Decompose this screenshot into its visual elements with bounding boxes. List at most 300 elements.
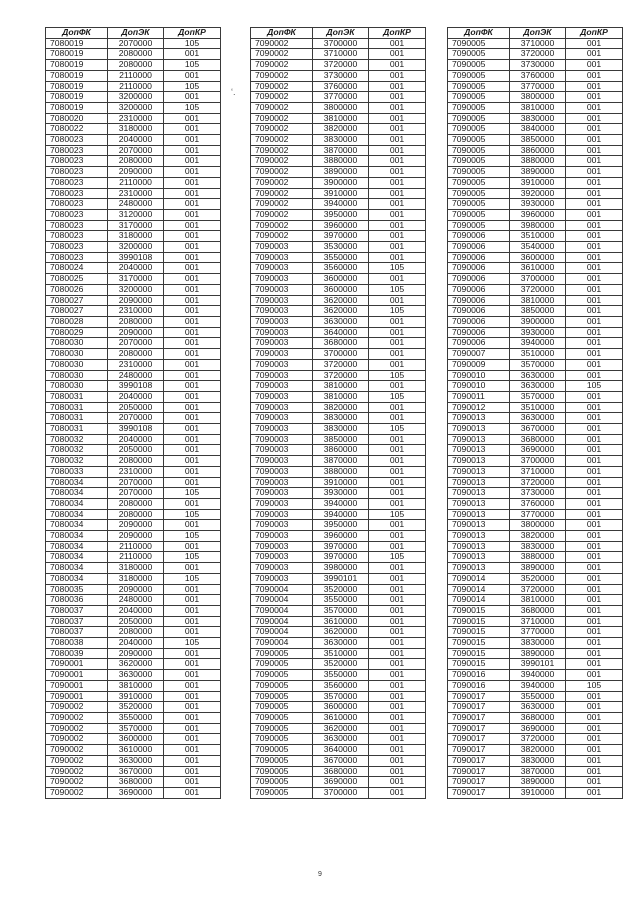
cell-dopfk: 7090006	[448, 231, 510, 242]
cell-dopfk: 7090010	[448, 370, 510, 381]
cell-dopek: 3610000	[108, 745, 164, 756]
cell-dopkr: 001	[566, 38, 623, 49]
cell-dopfk: 7090006	[448, 338, 510, 349]
cell-dopfk: 7090013	[448, 466, 510, 477]
cell-dopkr: 001	[164, 295, 221, 306]
cell-dopek: 2040000	[108, 135, 164, 146]
cell-dopfk: 7090005	[448, 124, 510, 135]
table-row	[46, 466, 221, 477]
cell-dopkr: 001	[164, 167, 221, 178]
cell-dopfk: 7080027	[46, 295, 108, 306]
table-row	[46, 327, 221, 338]
cell-dopek: 3600000	[313, 274, 369, 285]
table-row	[251, 60, 426, 71]
cell-dopek: 3520000	[108, 702, 164, 713]
cell-dopkr: 001	[566, 92, 623, 103]
table-row	[448, 220, 623, 231]
cell-dopek: 3200000	[108, 102, 164, 113]
table-row	[46, 691, 221, 702]
cell-dopek: 3870000	[510, 766, 566, 777]
table-row	[448, 145, 623, 156]
cell-dopfk: 7090005	[448, 92, 510, 103]
cell-dopek: 3960000	[313, 220, 369, 231]
cell-dopkr: 001	[566, 541, 623, 552]
cell-dopkr: 105	[369, 370, 426, 381]
cell-dopek: 2110000	[108, 552, 164, 563]
cell-dopfk: 7090005	[251, 670, 313, 681]
cell-dopek: 2070000	[108, 413, 164, 424]
cell-dopfk: 7090003	[251, 413, 313, 424]
cell-dopkr: 001	[369, 680, 426, 691]
cell-dopkr: 001	[369, 477, 426, 488]
cell-dopfk: 7090002	[251, 188, 313, 199]
cell-dopfk: 7090017	[448, 777, 510, 788]
cell-dopek: 3180000	[108, 573, 164, 584]
cell-dopek: 2040000	[108, 434, 164, 445]
cell-dopek: 3620000	[313, 295, 369, 306]
cell-dopkr: 105	[164, 638, 221, 649]
cell-dopek: 3880000	[510, 156, 566, 167]
cell-dopkr: 001	[369, 359, 426, 370]
table-row	[251, 81, 426, 92]
cell-dopkr: 001	[164, 659, 221, 670]
table-row	[46, 702, 221, 713]
cell-dopek: 2080000	[108, 316, 164, 327]
cell-dopfk: 7090015	[448, 638, 510, 649]
cell-dopkr: 001	[164, 445, 221, 456]
cell-dopek: 3720000	[313, 359, 369, 370]
cell-dopkr: 001	[369, 124, 426, 135]
cell-dopfk: 7090005	[251, 659, 313, 670]
cell-dopek: 2070000	[108, 145, 164, 156]
cell-dopek: 3890000	[510, 563, 566, 574]
cell-dopfk: 7080031	[46, 402, 108, 413]
cell-dopfk: 7090013	[448, 552, 510, 563]
cell-dopkr: 001	[164, 231, 221, 242]
cell-dopkr: 001	[566, 145, 623, 156]
cell-dopek: 3200000	[108, 242, 164, 253]
cell-dopkr: 001	[566, 670, 623, 681]
table-row	[46, 177, 221, 188]
table-row	[251, 520, 426, 531]
table-row	[46, 723, 221, 734]
cell-dopfk: 7090003	[251, 284, 313, 295]
cell-dopkr: 001	[566, 402, 623, 413]
cell-dopek: 3810000	[313, 113, 369, 124]
cell-dopfk: 7090013	[448, 434, 510, 445]
cell-dopek: 3630000	[313, 316, 369, 327]
cell-dopfk: 7080034	[46, 488, 108, 499]
table-row	[448, 60, 623, 71]
cell-dopkr: 105	[369, 509, 426, 520]
cell-dopfk: 7080030	[46, 359, 108, 370]
cell-dopek: 3810000	[313, 381, 369, 392]
table-row	[448, 274, 623, 285]
cell-dopek: 3810000	[313, 391, 369, 402]
cell-dopkr: 001	[164, 680, 221, 691]
table-row	[46, 745, 221, 756]
cell-dopkr: 001	[566, 477, 623, 488]
cell-dopek: 3640000	[313, 327, 369, 338]
cell-dopkr: 001	[566, 209, 623, 220]
table-row	[251, 167, 426, 178]
table-row	[448, 167, 623, 178]
table-row	[46, 509, 221, 520]
cell-dopfk: 7090001	[46, 670, 108, 681]
cell-dopek: 3890000	[510, 167, 566, 178]
cell-dopfk: 7080032	[46, 434, 108, 445]
cell-dopfk: 7090002	[46, 766, 108, 777]
table-row	[46, 102, 221, 113]
cell-dopkr: 001	[369, 167, 426, 178]
cell-dopkr: 001	[566, 135, 623, 146]
table-row	[251, 338, 426, 349]
cell-dopkr: 001	[566, 242, 623, 253]
cell-dopek: 3630000	[108, 755, 164, 766]
cell-dopkr: 001	[369, 691, 426, 702]
cell-dopek: 2310000	[108, 306, 164, 317]
cell-dopfk: 7090005	[251, 755, 313, 766]
cell-dopek: 3600000	[313, 284, 369, 295]
cell-dopek: 3700000	[313, 38, 369, 49]
cell-dopfk: 7090005	[448, 113, 510, 124]
table-row	[46, 381, 221, 392]
table-row	[46, 199, 221, 210]
cell-dopkr: 001	[369, 670, 426, 681]
cell-dopek: 3700000	[510, 274, 566, 285]
cell-dopkr: 001	[566, 188, 623, 199]
cell-dopfk: 7080033	[46, 466, 108, 477]
cell-dopkr: 001	[369, 113, 426, 124]
table-row	[448, 263, 623, 274]
cell-dopek: 3700000	[510, 456, 566, 467]
table-row	[46, 167, 221, 178]
cell-dopfk: 7090005	[448, 102, 510, 113]
cell-dopkr: 001	[369, 766, 426, 777]
cell-dopkr: 105	[164, 38, 221, 49]
cell-dopkr: 001	[164, 135, 221, 146]
cell-dopkr: 001	[369, 209, 426, 220]
cell-dopfk: 7090005	[448, 199, 510, 210]
cell-dopfk: 7090003	[251, 263, 313, 274]
cell-dopek: 3820000	[510, 531, 566, 542]
header-dopkr: ДопКР	[369, 28, 426, 39]
cell-dopfk: 7090013	[448, 456, 510, 467]
header-dopfk: ДопФК	[251, 28, 313, 39]
table-row	[251, 295, 426, 306]
cell-dopfk: 7090017	[448, 787, 510, 798]
cell-dopkr: 001	[369, 327, 426, 338]
table-row	[46, 680, 221, 691]
cell-dopek: 3180000	[108, 563, 164, 574]
cell-dopek: 3940000	[510, 680, 566, 691]
table-row	[46, 60, 221, 71]
cell-dopek: 2090000	[108, 295, 164, 306]
cell-dopkr: 001	[566, 734, 623, 745]
cell-dopek: 3770000	[510, 509, 566, 520]
cell-dopfk: 7090003	[251, 359, 313, 370]
cell-dopfk: 7090004	[251, 627, 313, 638]
table-row	[448, 359, 623, 370]
cell-dopek: 3680000	[510, 434, 566, 445]
table-row	[251, 702, 426, 713]
cell-dopfk: 7090006	[448, 284, 510, 295]
cell-dopfk: 7090013	[448, 541, 510, 552]
table-row	[251, 584, 426, 595]
table-row	[251, 723, 426, 734]
cell-dopfk: 7090006	[448, 252, 510, 263]
table-row	[251, 477, 426, 488]
cell-dopfk: 7090003	[251, 456, 313, 467]
table-row	[448, 327, 623, 338]
table-row	[251, 156, 426, 167]
cell-dopek: 3820000	[510, 745, 566, 756]
cell-dopfk: 7090002	[251, 60, 313, 71]
cell-dopek: 3940000	[313, 498, 369, 509]
table-row	[448, 391, 623, 402]
cell-dopkr: 001	[369, 349, 426, 360]
cell-dopfk: 7090002	[46, 777, 108, 788]
cell-dopek: 2090000	[108, 520, 164, 531]
table-row	[251, 177, 426, 188]
cell-dopek: 3620000	[108, 659, 164, 670]
table-row	[251, 434, 426, 445]
cell-dopfk: 7080023	[46, 231, 108, 242]
table-row	[251, 638, 426, 649]
cell-dopfk: 7080023	[46, 242, 108, 253]
cell-dopkr: 001	[164, 605, 221, 616]
cell-dopfk: 7080034	[46, 498, 108, 509]
table-row	[448, 552, 623, 563]
table-row	[46, 135, 221, 146]
cell-dopek: 3810000	[510, 102, 566, 113]
cell-dopkr: 105	[164, 552, 221, 563]
cell-dopkr: 001	[369, 102, 426, 113]
cell-dopfk: 7090001	[46, 680, 108, 691]
cell-dopfk: 7090005	[448, 81, 510, 92]
cell-dopkr: 001	[164, 702, 221, 713]
cell-dopkr: 001	[566, 638, 623, 649]
cell-dopfk: 7090005	[448, 220, 510, 231]
cell-dopek: 3630000	[108, 670, 164, 681]
table-row	[251, 573, 426, 584]
table-header-row	[251, 28, 426, 39]
cell-dopfk: 7090017	[448, 766, 510, 777]
cell-dopek: 3180000	[108, 124, 164, 135]
cell-dopfk: 7090005	[448, 60, 510, 71]
table-row	[46, 284, 221, 295]
cell-dopek: 2070000	[108, 477, 164, 488]
cell-dopkr: 001	[566, 102, 623, 113]
cell-dopkr: 001	[164, 316, 221, 327]
cell-dopek: 3830000	[510, 638, 566, 649]
cell-dopkr: 001	[369, 541, 426, 552]
table-row	[251, 670, 426, 681]
cell-dopkr: 105	[164, 509, 221, 520]
cell-dopek: 2310000	[108, 113, 164, 124]
cell-dopek: 3820000	[313, 124, 369, 135]
table-row	[448, 338, 623, 349]
cell-dopfk: 7090002	[251, 135, 313, 146]
table-row	[46, 231, 221, 242]
cell-dopkr: 001	[566, 284, 623, 295]
cell-dopek: 3690000	[510, 445, 566, 456]
cell-dopek: 3700000	[313, 349, 369, 360]
cell-dopfk: 7090014	[448, 595, 510, 606]
cell-dopkr: 001	[369, 252, 426, 263]
table-row	[46, 338, 221, 349]
cell-dopek: 2310000	[108, 359, 164, 370]
cell-dopkr: 001	[164, 755, 221, 766]
table-row	[46, 391, 221, 402]
cell-dopek: 3720000	[510, 584, 566, 595]
cell-dopek: 3870000	[313, 145, 369, 156]
table-row	[251, 424, 426, 435]
cell-dopek: 3800000	[313, 102, 369, 113]
table-row	[448, 745, 623, 756]
table-row	[448, 605, 623, 616]
cell-dopek: 3850000	[510, 306, 566, 317]
cell-dopek: 3830000	[313, 135, 369, 146]
cell-dopek: 3820000	[313, 402, 369, 413]
table-row	[448, 648, 623, 659]
cell-dopkr: 001	[164, 766, 221, 777]
table-row	[46, 659, 221, 670]
cell-dopkr: 001	[566, 252, 623, 263]
table-row	[46, 413, 221, 424]
cell-dopek: 3630000	[510, 370, 566, 381]
table-row	[46, 70, 221, 81]
table-row	[46, 49, 221, 60]
cell-dopfk: 7080030	[46, 370, 108, 381]
table-row	[251, 135, 426, 146]
cell-dopfk: 7080030	[46, 381, 108, 392]
cell-dopek: 3600000	[313, 702, 369, 713]
cell-dopkr: 001	[566, 605, 623, 616]
cell-dopkr: 105	[164, 60, 221, 71]
cell-dopkr: 001	[369, 295, 426, 306]
cell-dopek: 3880000	[313, 156, 369, 167]
cell-dopek: 2070000	[108, 38, 164, 49]
cell-dopfk: 7080038	[46, 638, 108, 649]
cell-dopkr: 001	[566, 520, 623, 531]
cell-dopek: 2480000	[108, 199, 164, 210]
cell-dopek: 3940000	[313, 199, 369, 210]
cell-dopkr: 001	[369, 381, 426, 392]
table-row	[46, 402, 221, 413]
table-row	[448, 402, 623, 413]
table-row	[251, 124, 426, 135]
cell-dopfk: 7090002	[251, 113, 313, 124]
table-row	[46, 113, 221, 124]
cell-dopkr: 001	[164, 424, 221, 435]
cell-dopek: 3990108	[108, 424, 164, 435]
cell-dopkr: 105	[369, 391, 426, 402]
table-row	[448, 723, 623, 734]
scan-speck: ʻ.	[231, 87, 236, 97]
cell-dopfk: 7080023	[46, 199, 108, 210]
cell-dopkr: 001	[369, 413, 426, 424]
table-row	[46, 573, 221, 584]
table-row	[46, 263, 221, 274]
cell-dopkr: 001	[566, 274, 623, 285]
table-row	[46, 755, 221, 766]
cell-dopek: 2070000	[108, 488, 164, 499]
table-row	[251, 199, 426, 210]
cell-dopkr: 001	[369, 81, 426, 92]
cell-dopfk: 7090005	[448, 177, 510, 188]
cell-dopfk: 7080028	[46, 316, 108, 327]
cell-dopkr: 001	[369, 777, 426, 788]
cell-dopfk: 7090005	[251, 713, 313, 724]
cell-dopfk: 7090005	[448, 145, 510, 156]
table-row	[448, 381, 623, 392]
cell-dopkr: 001	[164, 381, 221, 392]
cell-dopek: 3880000	[313, 466, 369, 477]
cell-dopkr: 001	[369, 466, 426, 477]
table-row	[251, 498, 426, 509]
cell-dopfk: 7090003	[251, 520, 313, 531]
table-row	[448, 509, 623, 520]
cell-dopfk: 7090003	[251, 466, 313, 477]
cell-dopkr: 001	[566, 745, 623, 756]
cell-dopek: 3610000	[313, 713, 369, 724]
table-row	[46, 605, 221, 616]
cell-dopek: 3910000	[510, 787, 566, 798]
table-row	[46, 456, 221, 467]
cell-dopkr: 001	[369, 616, 426, 627]
cell-dopkr: 001	[369, 231, 426, 242]
cell-dopkr: 001	[566, 531, 623, 542]
cell-dopkr: 001	[369, 638, 426, 649]
cell-dopfk: 7090003	[251, 445, 313, 456]
cell-dopkr: 105	[164, 488, 221, 499]
cell-dopfk: 7080034	[46, 531, 108, 542]
cell-dopkr: 001	[369, 605, 426, 616]
cell-dopkr: 001	[164, 670, 221, 681]
cell-dopfk: 7080019	[46, 70, 108, 81]
table-row	[448, 135, 623, 146]
cell-dopfk: 7080034	[46, 552, 108, 563]
cell-dopfk: 7090016	[448, 680, 510, 691]
cell-dopkr: 001	[566, 456, 623, 467]
cell-dopkr: 001	[566, 113, 623, 124]
cell-dopfk: 7080034	[46, 520, 108, 531]
cell-dopek: 3970000	[313, 552, 369, 563]
cell-dopek: 2110000	[108, 541, 164, 552]
cell-dopkr: 001	[164, 359, 221, 370]
cell-dopfk: 7090002	[46, 723, 108, 734]
cell-dopek: 3970000	[313, 541, 369, 552]
cell-dopfk: 7090014	[448, 573, 510, 584]
cell-dopek: 3870000	[313, 456, 369, 467]
cell-dopfk: 7080023	[46, 177, 108, 188]
table-row	[46, 488, 221, 499]
header-dopkr: ДопКР	[566, 28, 623, 39]
table-row	[251, 284, 426, 295]
table-row	[251, 659, 426, 670]
cell-dopfk: 7090005	[251, 745, 313, 756]
table-row	[448, 209, 623, 220]
table-row	[448, 766, 623, 777]
cell-dopek: 3570000	[313, 691, 369, 702]
cell-dopkr: 001	[566, 413, 623, 424]
cell-dopfk: 7090004	[251, 595, 313, 606]
table-row	[448, 531, 623, 542]
cell-dopfk: 7090005	[251, 702, 313, 713]
table-row	[448, 445, 623, 456]
table-row	[251, 680, 426, 691]
